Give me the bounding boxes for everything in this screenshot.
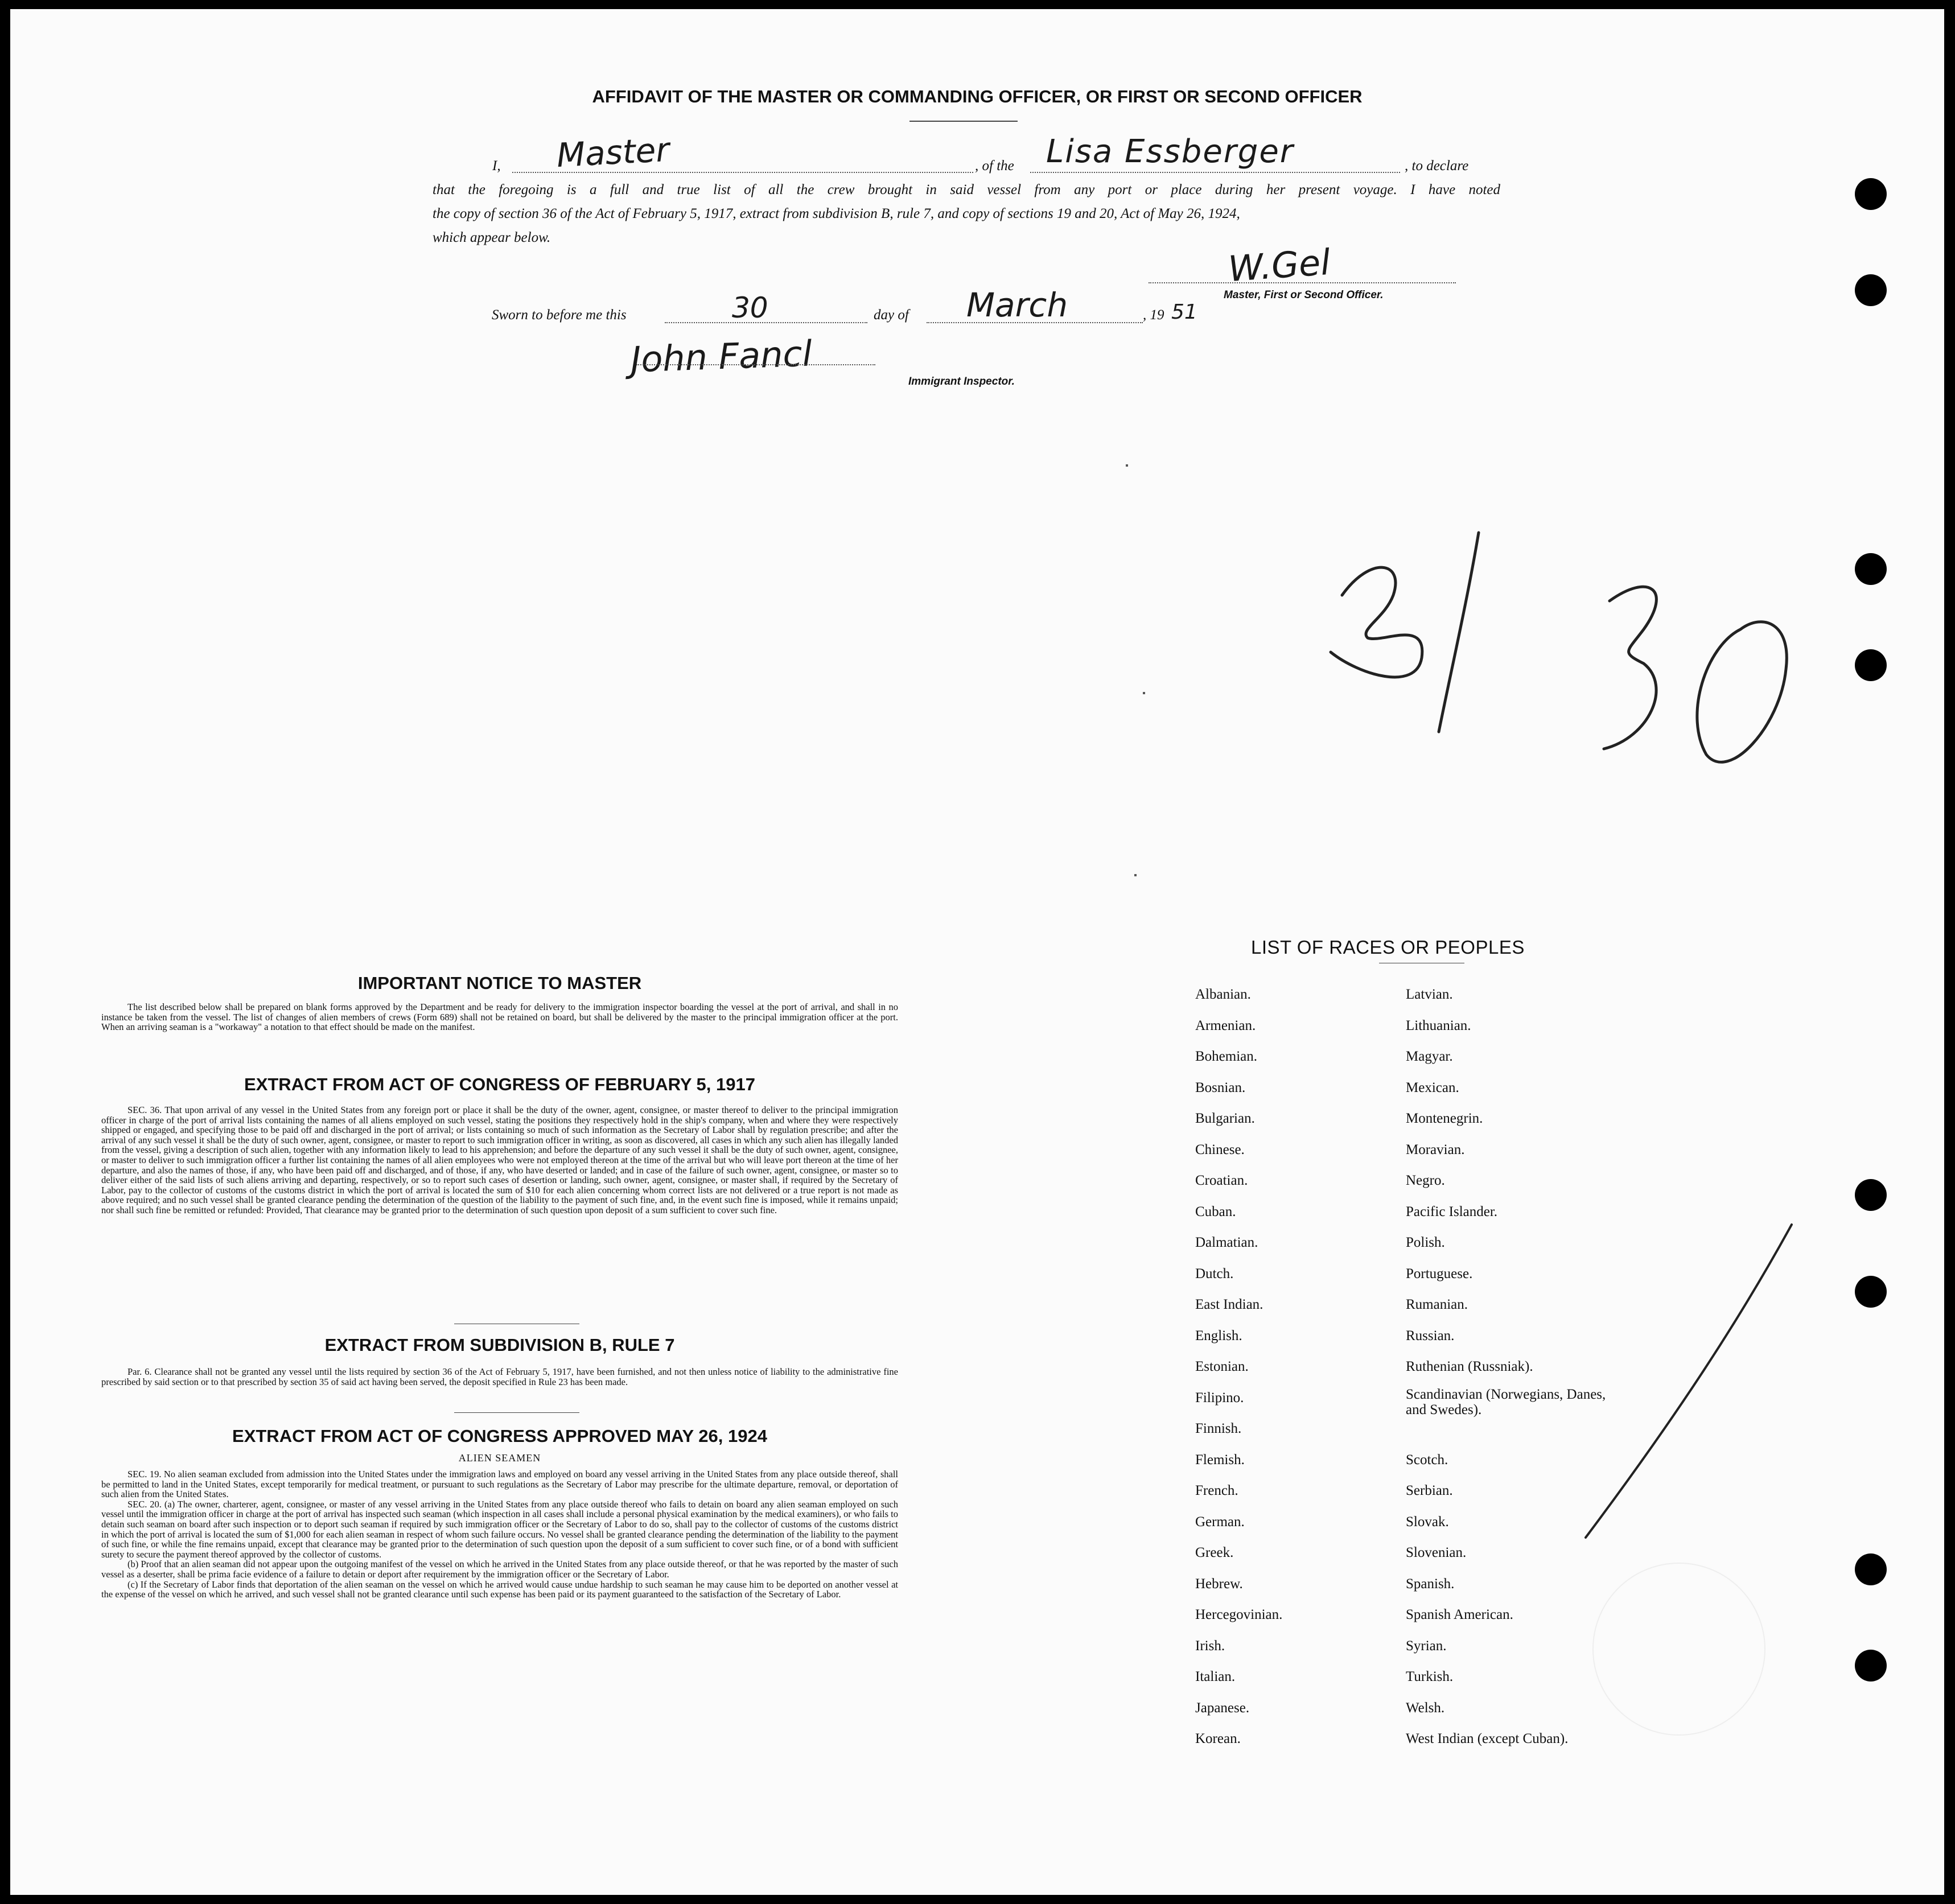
section-20a-paragraph: SEC. 20. (a) The owner, charterer, agent, consignee, or master of any vessel arriving in the United States from any place outside thereof who fails to detain on board any alien seaman employed on such vessel until the immigration officer in charge at the port of arrival has inspected such seaman (which inspection in all cases shall include a personal physical examination by the medical examiners), or who fails to detain such seaman on board after such inspection or to deport such seaman if required by such immigration officer or the Secretary of Labor to do so, shall pay to the collector of customs of the customs district in which the port of arrival is located the sum of $1,000 for each alien seaman in respect of whom such failure occurs. No vessel shall be granted clearance pending the determination of the liability to the payment of such fine, or while the fine remains unpaid, except that clearance may be granted prior to the determination of such question upon the deposit of a sum sufficient to cover such fine, or of a bond with sufficient surety to secure the payment thereof approved by the collector of customs. [101,1498,898,1560]
extract-rule7-text [101,1367,898,1387]
race-item: Armenian. [1195,1017,1256,1033]
race-item: Spanish. [1406,1576,1455,1592]
punch-hole [1855,178,1887,210]
faint-seal [1592,1563,1765,1736]
diagonal-pen-stroke [1581,1221,1797,1540]
master-signature: W.Gel [1226,241,1332,290]
race-item: German. [1195,1514,1245,1530]
race-item: English. [1195,1328,1242,1343]
title-rule [909,121,1018,122]
vessel-line [1030,172,1400,173]
race-item: Moravian. [1406,1141,1465,1157]
race-item: Korean. [1195,1731,1241,1746]
to-declare-label: , to declare [1405,158,1469,174]
document-page [10,9,1944,1895]
signature-line [1149,282,1456,283]
stray-mark [1126,464,1128,467]
month-handwritten: March [966,286,1068,324]
race-item: Montenegrin. [1406,1111,1483,1126]
race-item: Latvian. [1406,987,1453,1002]
punch-hole [1855,274,1887,306]
extract-1917-title: EXTRACT FROM ACT OF CONGRESS OF FEBRUARY 5, 1917 [244,1074,755,1094]
day-handwritten: 30 [732,291,768,324]
race-item: Croatian. [1195,1173,1248,1188]
punch-hole [1855,1276,1887,1308]
section-20b-paragraph: (b) Proof that an alien seaman did not appear upon the outgoing manifest of the vessel on which he arrived in the United States from any place outside thereof, or that he was reported by the master of such vessel as a deserter, shall be prima facie evidence of a failure to detain or deport after requirement by the immigration officer or the Secretary of Labor. [101,1559,898,1580]
race-item: Greek. [1195,1545,1234,1560]
race-item: Filipino. [1195,1390,1244,1406]
stray-mark [1134,874,1137,876]
race-item: Finnish. [1195,1421,1242,1436]
race-item: Flemish. [1195,1452,1245,1468]
race-item: Pacific Islander. [1406,1204,1498,1219]
race-item: Bohemian. [1195,1049,1258,1064]
race-item: Slovenian. [1406,1545,1467,1560]
race-item: Estonian. [1195,1359,1249,1374]
extract-1924-text [101,1469,898,1600]
punch-hole [1855,1553,1887,1585]
stray-mark [1143,692,1145,694]
section-rule [454,1412,579,1413]
affidavit-line-3: the copy of section 36 of the Act of February 5, 1917, extract from subdivision B, rule 7, and copy of sections 19 and 20, Act of May 26, 1924, [433,206,1240,221]
race-item: Magyar. [1406,1049,1453,1064]
punch-hole [1855,1650,1887,1682]
extract-rule7-title: EXTRACT FROM SUBDIVISION B, RULE 7 [324,1335,675,1355]
affidavit-title: AFFIDAVIT OF THE MASTER OR COMMANDING OFFICER, OR FIRST OR SECOND OFFICER [592,86,1363,106]
day-of-label: day of [874,307,909,323]
vessel-name-handwritten: Lisa Essberger [1046,133,1294,170]
race-item: French. [1195,1483,1238,1498]
master-name-handwritten: Master [555,130,670,175]
race-item: Irish. [1195,1638,1225,1654]
date-annotation-text [1490,538,1491,539]
race-item: Hercegovinian. [1195,1607,1283,1622]
race-item: Turkish. [1406,1669,1454,1684]
race-item: Dalmatian. [1195,1235,1258,1250]
race-item: Negro. [1406,1173,1445,1188]
punch-hole [1855,553,1887,585]
notice-paragraph: The list described below shall be prepared on blank forms approved by the Department and be ready for delivery to the immigration inspector boarding the vessel at the port of arrival, and shall in no instance be taken from the vessel. The list of changes of alien members of crews (Form 689) shall not be retained on board, but shall be delivered by the master to the principal immigration officer at the port. When an arriving seaman is a "workaway" a notation to that effect should be made on the manifest. [101,1002,898,1033]
race-item: Bosnian. [1195,1079,1246,1095]
punch-hole [1855,649,1887,681]
race-item: Hebrew. [1195,1576,1243,1592]
race-item: Syrian. [1406,1638,1447,1654]
punch-hole [1855,1179,1887,1211]
race-item: Ruthenian (Russniak). [1406,1359,1533,1374]
race-item: West Indian (except Cuban). [1406,1731,1569,1746]
race-item: Russian. [1406,1328,1455,1343]
race-item: Cuban. [1195,1204,1236,1219]
race-item: Chinese. [1195,1141,1245,1157]
of-the-label: , of the [975,158,1014,174]
notice-title: IMPORTANT NOTICE TO MASTER [357,973,642,993]
affidavit-line-4: which appear below. [433,230,551,245]
race-item: Spanish American. [1406,1607,1513,1622]
race-item: Rumanian. [1406,1297,1468,1312]
inspector-label: Immigrant Inspector. [908,376,1015,388]
signatory-role: Master, First or Second Officer. [1224,289,1384,301]
races-title: LIST OF RACES OR PEOPLES [1251,937,1525,958]
section-36-paragraph: SEC. 36. That upon arrival of any vessel in the United States from any foreign port or place it shall be the duty of the owner, agent, consignee, or master thereof to deliver to the principal immigration officer in charge of the port of arrival lists containing the names of all aliens employed on such vessel, stating the positions they respectively hold in the ship's company, when and where they were respectively shipped or engaged, and specifying those to be paid off and discharged in the port of arrival; or lists containing so much of such information as the Secretary of Labor shall by regulation prescribe; and after the arrival of any such vessel it shall be the duty of such owner, agent, consignee, or master to report to such immigration officer in writing, as soon as discovered, all cases in which any such alien has illegally landed from the vessel, giving a description of such alien, together with any information likely to lead to his apprehension; and before the departure of any such vessel it shall be the duty of such owner, agent, consignee, or master to deliver to such immigration officer a further list containing the names of all alien employees who were not employed thereon at the time of the arrival but who will leave port thereon at the time of her departure, and also the names of those, if any, who have been paid off and discharged, and of those, if any, who have deserted or landed; and in case of the failure of such owner, agent, consignee, or master so to deliver either of the said lists of such aliens arriving and departing, respectively, or so to report such cases of desertion or landing, such owner, agent, consignee, or master shall, if required by the Secretary of Labor, pay to the collector of customs of the customs district in which the port of arrival is located the sum of $10 for each alien concerning whom correct lists are not delivered or a true report is not made as above required; and no such vessel shall be granted clearance pending the determination of the question of the liability to the payment of such fine, and, in the event such fine is imposed, while it remains unpaid; nor shall such fine be remitted or refunded: Provided, That clearance may be granted prior to the determination of such question upon deposit of a sum sufficient to cover such fine. [101,1105,898,1215]
race-item: Serbian. [1406,1483,1453,1498]
race-item: Slovak. [1406,1514,1449,1530]
race-item: Scandinavian (Norwegians, Danes, and Swedes). [1406,1386,1606,1417]
year-prefix: , 19 [1143,307,1164,323]
race-item: Welsh. [1406,1700,1445,1716]
affidavit-line-2: that the foregoing is a full and true list of all the crew brought in said vessel from any port or place during her present voyage. I have noted [433,182,1500,197]
race-item: Mexican. [1406,1079,1459,1095]
sworn-label: Sworn to before me this [492,307,627,323]
race-item: Scotch. [1406,1452,1448,1468]
race-item: Polish. [1406,1235,1445,1250]
par-6-paragraph: Par. 6. Clearance shall not be granted any vessel until the lists required by section 36 of the Act of February 5, 1917, have been furnished, and not then unless notice of liability to the administrative fine prescribed by said section or to that prescribed by section 35 of said act having been served, the deposit specified in Rule 23 has been made. [101,1366,898,1387]
notice-text [101,1002,898,1032]
race-item: Italian. [1195,1669,1236,1684]
race-item: Dutch. [1195,1266,1234,1281]
race-item: Lithuanian. [1406,1017,1471,1033]
extract-1917-text [101,1105,898,1215]
race-item: Japanese. [1195,1700,1250,1716]
extract-1924-title: EXTRACT FROM ACT OF CONGRESS APPROVED MAY 26, 1924 [232,1426,767,1446]
handwritten-date-annotation [1308,521,1831,840]
race-item: Albanian. [1195,987,1251,1002]
year-handwritten: 51 [1171,300,1197,324]
race-item: Bulgarian. [1195,1111,1255,1126]
alien-seamen-subtitle: ALIEN SEAMEN [458,1452,541,1464]
inspector-line [636,364,875,365]
section-19-paragraph: SEC. 19. No alien seaman excluded from admission into the United States under the immigration laws and employed on board any vessel arriving in the United States from any place outside thereof, shall be permitted to land in the United States, except temporarily for medical treatment, or pursuant to such regulations as the Secretary of Labor may prescribe for the ultimate departure, removal, or deportation of such alien from the United States. [101,1469,898,1500]
race-item: East Indian. [1195,1297,1263,1312]
race-item: Portuguese. [1406,1266,1473,1281]
section-20c-paragraph: (c) If the Secretary of Labor finds that deportation of the alien seaman on the vessel on which he arrived would cause undue hardship to such seaman he may cause him to be deported on another vessel at the expense of the vessel on which he arrived, and such vessel shall not be granted clearance until such expense has been paid or its payment guaranteed to the satisfaction of the Secretary of Labor. [101,1579,898,1600]
inspector-signature: John Fancl [629,332,813,381]
i-label: I, [492,158,501,174]
